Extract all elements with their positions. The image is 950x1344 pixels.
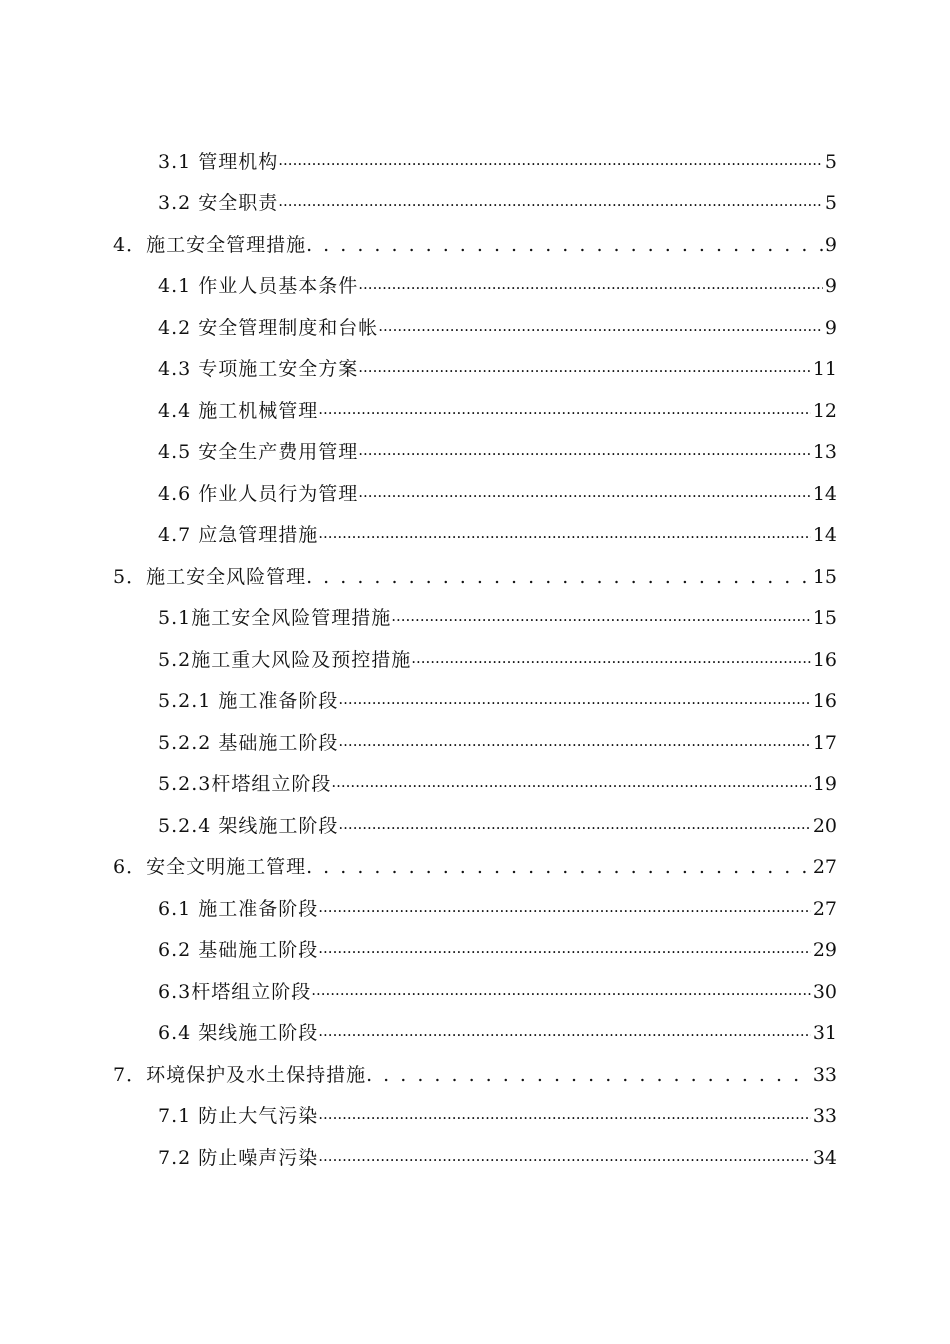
toc-entry[interactable] [0,432,837,474]
toc-entry-title: 5．施工安全风险管理 [113,565,307,588]
toc-page-number: 11 [812,358,837,381]
toc-section-heading[interactable] [0,1054,837,1096]
toc-page-number: 14 [812,482,837,505]
toc-entry[interactable] [0,805,837,847]
toc-page-number: 33 [812,1105,837,1128]
toc-entry-title: 5.2施工重大风险及预控措施 [158,648,412,671]
toc-entry[interactable] [0,971,837,1013]
toc-dot-leader [338,731,810,755]
toc-page-number: 16 [812,648,837,671]
toc-dot-leader [318,523,811,547]
toc-page-number: 27 [812,897,837,920]
toc-entry-title: 3.1 管理机构 [158,150,279,173]
toc-dot-leader [378,316,823,340]
table-of-contents [0,141,950,1179]
toc-entry-title: 7.2 防止噪声污染 [158,1146,319,1169]
toc-dot-leader [318,399,811,423]
toc-entry-title: 7.1 防止大气污染 [158,1105,319,1128]
toc-entry-title: 4.6 作业人员行为管理 [158,482,359,505]
toc-page-number: 20 [812,814,837,837]
toc-entry-title: 4.5 安全生产费用管理 [158,441,359,464]
toc-entry[interactable] [0,183,837,225]
toc-page-number: 14 [812,524,837,547]
toc-entry[interactable] [0,1013,837,1055]
toc-entry[interactable] [0,1137,837,1179]
toc-entry-title: 7．环境保护及水土保持措施 [113,1063,367,1086]
toc-page-number: 5 [824,150,837,173]
toc-dot-leader [318,1021,811,1045]
toc-dot-leader [358,440,811,464]
toc-dot-leader [318,897,811,921]
toc-dot-leader [338,689,810,713]
toc-page-number: 9 [824,275,837,298]
toc-page-number: 31 [812,1022,837,1045]
toc-page-number: 5 [824,192,837,215]
toc-page-number: 29 [812,939,837,962]
toc-dot-leader [411,648,811,672]
toc-entry[interactable] [0,473,837,515]
toc-dot-leader [358,357,811,381]
toc-entry[interactable] [0,930,837,972]
toc-page-number: 27 [812,856,837,879]
toc-page-number: 19 [812,773,837,796]
toc-entry[interactable] [0,266,837,308]
toc-entry[interactable] [0,307,837,349]
toc-page-number: 15 [812,607,837,630]
toc-dot-leader [306,565,811,589]
toc-dot-leader [318,1104,811,1128]
toc-entry-title: 6.4 架线施工阶段 [158,1022,319,1045]
toc-entry-title: 6.2 基础施工阶段 [158,939,319,962]
toc-dot-leader [306,855,811,879]
toc-entry[interactable] [0,764,837,806]
toc-dot-leader [318,938,811,962]
toc-entry-title: 4.3 专项施工安全方案 [158,358,359,381]
toc-entry-title: 3.2 安全职责 [158,192,279,215]
toc-page-number: 12 [812,399,837,422]
toc-entry-title: 5.2.3杆塔组立阶段 [158,773,332,796]
toc-entry[interactable] [0,390,837,432]
toc-entry-title: 6．安全文明施工管理 [113,856,307,879]
toc-entry[interactable] [0,598,837,640]
toc-page-number: 33 [812,1063,837,1086]
toc-entry[interactable] [0,141,837,183]
toc-page-number: 34 [812,1146,837,1169]
toc-page-number: 13 [812,441,837,464]
toc-dot-leader [358,274,823,298]
toc-entry[interactable] [0,1096,837,1138]
toc-entry-title: 4.4 施工机械管理 [158,399,319,422]
toc-dot-leader [331,772,810,796]
toc-dot-leader [311,980,811,1004]
toc-dot-leader [391,606,811,630]
toc-dot-leader [366,1063,811,1087]
toc-page-number: 17 [812,731,837,754]
toc-page-number: 30 [812,980,837,1003]
toc-page-number: 9 [824,233,837,256]
toc-entry-title: 6.3杆塔组立阶段 [158,980,312,1003]
toc-entry-title: 4.7 应急管理措施 [158,524,319,547]
toc-entry[interactable] [0,722,837,764]
toc-dot-leader [358,482,811,506]
toc-dot-leader [278,150,823,174]
toc-entry-title: 6.1 施工准备阶段 [158,897,319,920]
toc-entry[interactable] [0,681,837,723]
toc-entry-title: 4.2 安全管理制度和台帐 [158,316,379,339]
toc-page-number: 9 [824,316,837,339]
toc-section-heading[interactable] [0,847,837,889]
toc-entry[interactable] [0,349,837,391]
toc-section-heading[interactable] [0,556,837,598]
toc-entry-title: 4.1 作业人员基本条件 [158,275,359,298]
toc-entry[interactable] [0,639,837,681]
toc-entry-title: 5.1施工安全风险管理措施 [158,607,392,630]
toc-entry-title: 5.2.2 基础施工阶段 [158,731,339,754]
toc-dot-leader [306,233,823,257]
toc-section-heading[interactable] [0,224,837,266]
toc-dot-leader [278,191,823,215]
toc-entry-title: 4．施工安全管理措施 [113,233,307,256]
toc-page-number: 16 [812,690,837,713]
toc-entry[interactable] [0,888,837,930]
toc-dot-leader [338,814,810,838]
toc-dot-leader [318,1146,811,1170]
toc-entry-title: 5.2.1 施工准备阶段 [158,690,339,713]
toc-entry-title: 5.2.4 架线施工阶段 [158,814,339,837]
toc-entry[interactable] [0,515,837,557]
toc-page-number: 15 [812,565,837,588]
